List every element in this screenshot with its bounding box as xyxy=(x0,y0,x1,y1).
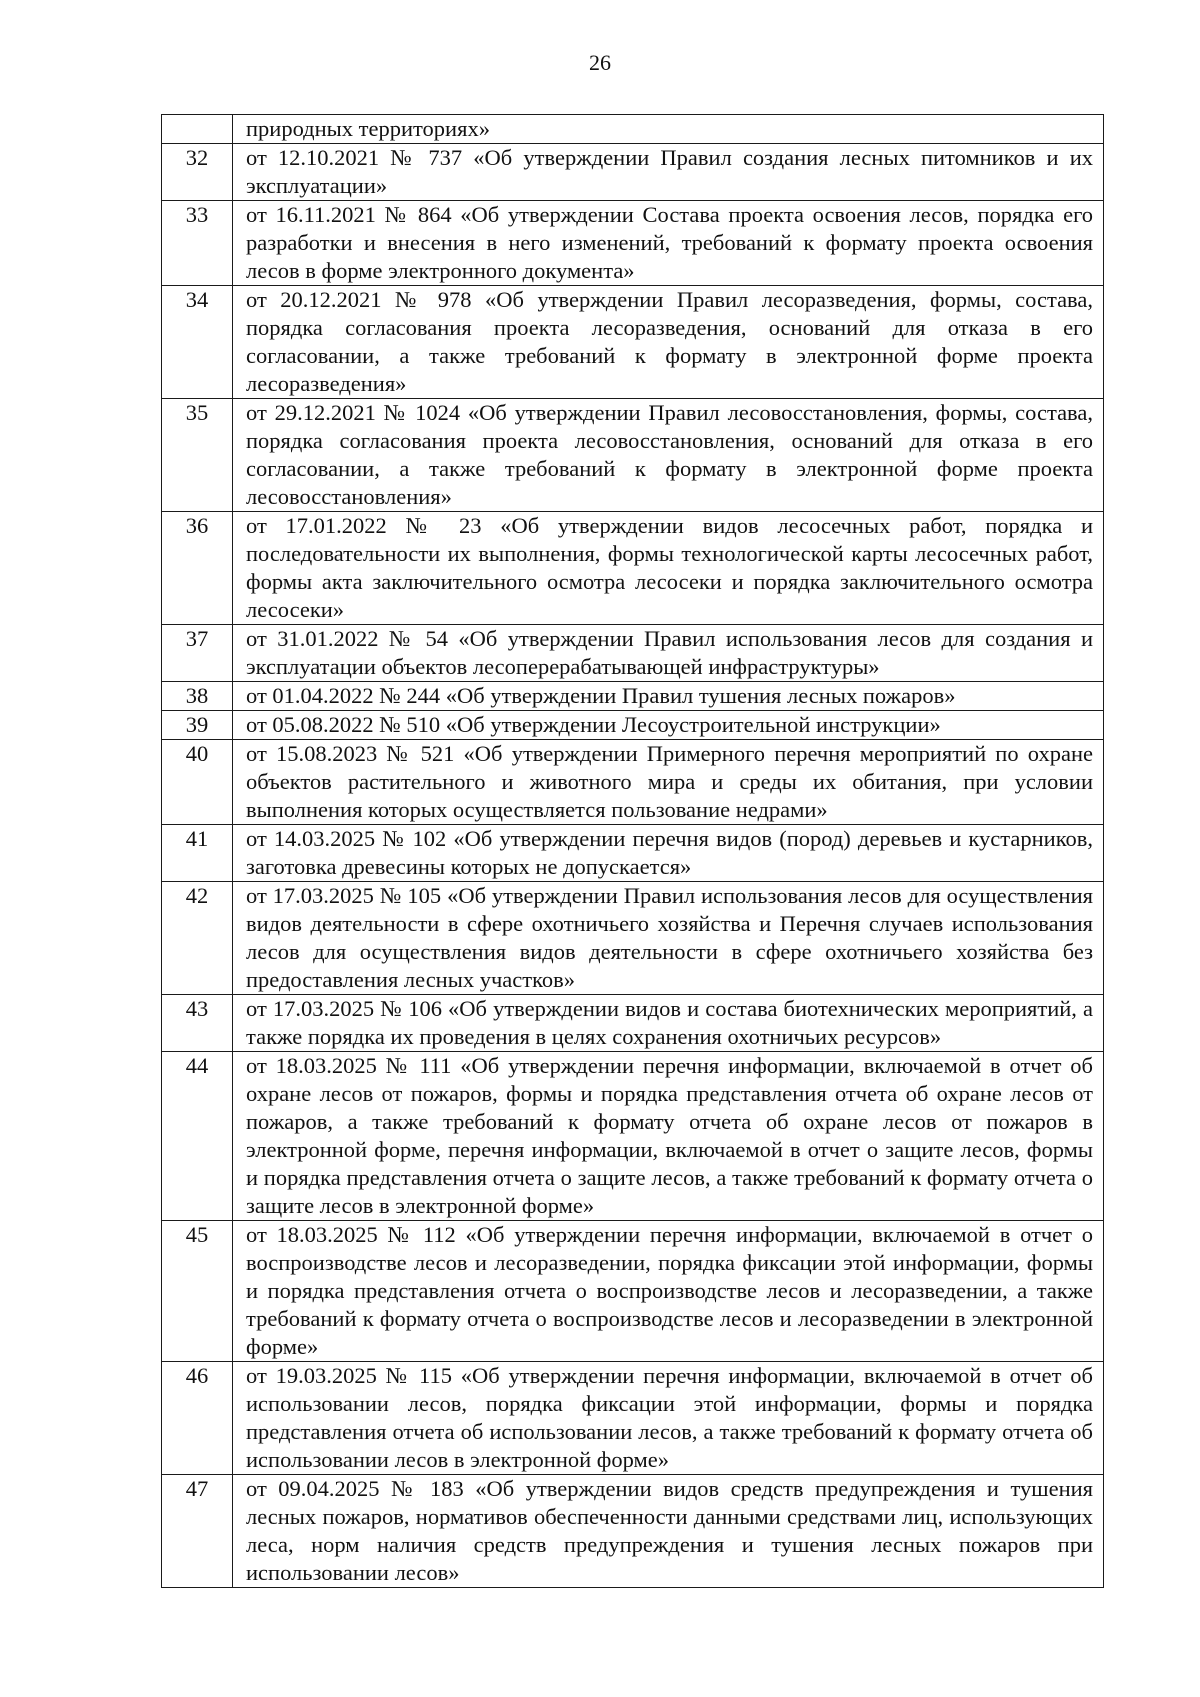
table-row xyxy=(162,995,1104,1052)
table-row xyxy=(162,625,1104,682)
table-row xyxy=(162,144,1104,201)
table-row xyxy=(162,201,1104,286)
page-number: 26 xyxy=(589,50,611,75)
table-body xyxy=(162,115,1104,1588)
row-number-cell: 42 xyxy=(162,882,233,995)
table-row xyxy=(162,825,1104,882)
table-row xyxy=(162,286,1104,399)
act-description-cell: от 16.11.2021 № 864 «Об утверждении Состава проекта освоения лесов, порядка его разработки и внесения в него изменений, требований к формату проекта освоения лесов в форме электронного документа» xyxy=(233,201,1104,286)
act-description-cell: от 12.10.2021 № 737 «Об утверждении Правил создания лесных питомников и их эксплуатации» xyxy=(233,144,1104,201)
act-description-cell: от 14.03.2025 № 102 «Об утверждении перечня видов (пород) деревьев и кустарников, заготовка древесины которых не допускается» xyxy=(233,825,1104,882)
table-row xyxy=(162,882,1104,995)
row-number-cell: 45 xyxy=(162,1221,233,1362)
legal-acts-table xyxy=(161,114,1104,1588)
row-number-cell: 35 xyxy=(162,399,233,512)
act-description-cell: от 18.03.2025 № 111 «Об утверждении перечня информации, включаемой в отчет об охране лесов от пожаров, формы и порядка представления отчета об охране лесов от пожаров, а также требований к формату отчета об охране лесов от пожаров в электронной форме, перечня информации, включаемой в отчет о защите лесов, формы и порядка представления отчета о защите лесов, а также требований к формату отчета о защите лесов в электронной форме» xyxy=(233,1052,1104,1221)
act-description-cell: от 18.03.2025 № 112 «Об утверждении перечня информации, включаемой в отчет о воспроизводстве лесов и лесоразведении, порядка фиксации этой информации, формы и порядка представления отчета о воспроизводстве лесов и лесоразведении, а также требований к формату отчета о воспроизводстве лесов и лесоразведении в электронной форме» xyxy=(233,1221,1104,1362)
act-description-cell: от 01.04.2022 № 244 «Об утверждении Правил тушения лесных пожаров» xyxy=(233,682,1104,711)
table-row xyxy=(162,1221,1104,1362)
row-number-cell: 41 xyxy=(162,825,233,882)
row-number-cell xyxy=(162,115,233,144)
act-description-cell: от 15.08.2023 № 521 «Об утверждении Примерного перечня мероприятий по охране объектов растительного и животного мира и среды их обитания, при условии выполнения которых осуществляется пользование недрами» xyxy=(233,740,1104,825)
row-number-cell: 46 xyxy=(162,1362,233,1475)
row-number-cell: 39 xyxy=(162,711,233,740)
act-description-cell: от 09.04.2025 № 183 «Об утверждении видов средств предупреждения и тушения лесных пожаров, нормативов обеспеченности данными средствами лиц, использующих леса, норм наличия средств предупреждения и тушения лесных пожаров при использовании лесов» xyxy=(233,1475,1104,1588)
table-row xyxy=(162,115,1104,144)
table-row xyxy=(162,512,1104,625)
row-number-cell: 34 xyxy=(162,286,233,399)
row-number-cell: 36 xyxy=(162,512,233,625)
row-number-cell: 38 xyxy=(162,682,233,711)
act-description-cell: от 17.03.2025 № 106 «Об утверждении видов и состава биотехнических мероприятий, а также порядка их проведения в целях сохранения охотничьих ресурсов» xyxy=(233,995,1104,1052)
act-description-cell: от 19.03.2025 № 115 «Об утверждении перечня информации, включаемой в отчет об использовании лесов, порядка фиксации этой информации, формы и порядка представления отчета об использовании лесов, а также требований к формату отчета об использовании лесов в электронной форме» xyxy=(233,1362,1104,1475)
table-row xyxy=(162,1052,1104,1221)
act-description-cell: от 20.12.2021 № 978 «Об утверждении Правил лесоразведения, формы, состава, порядка согласования проекта лесоразведения, оснований для отказа в его согласовании, а также требований к формату в электронной форме проекта лесоразведения» xyxy=(233,286,1104,399)
row-number-cell: 40 xyxy=(162,740,233,825)
act-description-cell: от 05.08.2022 № 510 «Об утверждении Лесоустроительной инструкции» xyxy=(233,711,1104,740)
act-description-cell: от 31.01.2022 № 54 «Об утверждении Правил использования лесов для создания и эксплуатации объектов лесоперерабатывающей инфраструктуры» xyxy=(233,625,1104,682)
act-description-cell: от 17.01.2022 № 23 «Об утверждении видов лесосечных работ, порядка и последовательности их выполнения, формы технологической карты лесосечных работ, формы акта заключительного осмотра лесосеки и порядка заключительного осмотра лесосеки» xyxy=(233,512,1104,625)
row-number-cell: 32 xyxy=(162,144,233,201)
table-row xyxy=(162,399,1104,512)
table-row xyxy=(162,1362,1104,1475)
act-description-cell: природных территориях» xyxy=(233,115,1104,144)
table-row xyxy=(162,1475,1104,1588)
row-number-cell: 43 xyxy=(162,995,233,1052)
row-number-cell: 33 xyxy=(162,201,233,286)
act-description-cell: от 17.03.2025 № 105 «Об утверждении Правил использования лесов для осуществления видов деятельности в сфере охотничьего хозяйства и Перечня случаев использования лесов для осуществления видов деятельности в сфере охотничьего хозяйства без предоставления лесных участков» xyxy=(233,882,1104,995)
table-row xyxy=(162,682,1104,711)
act-description-cell: от 29.12.2021 № 1024 «Об утверждении Правил лесовосстановления, формы, состава, порядка согласования проекта лесовосстановления, оснований для отказа в его согласовании, а также требований к формату в электронной форме проекта лесовосстановления» xyxy=(233,399,1104,512)
table-row xyxy=(162,711,1104,740)
row-number-cell: 47 xyxy=(162,1475,233,1588)
table-row xyxy=(162,740,1104,825)
row-number-cell: 37 xyxy=(162,625,233,682)
row-number-cell: 44 xyxy=(162,1052,233,1221)
